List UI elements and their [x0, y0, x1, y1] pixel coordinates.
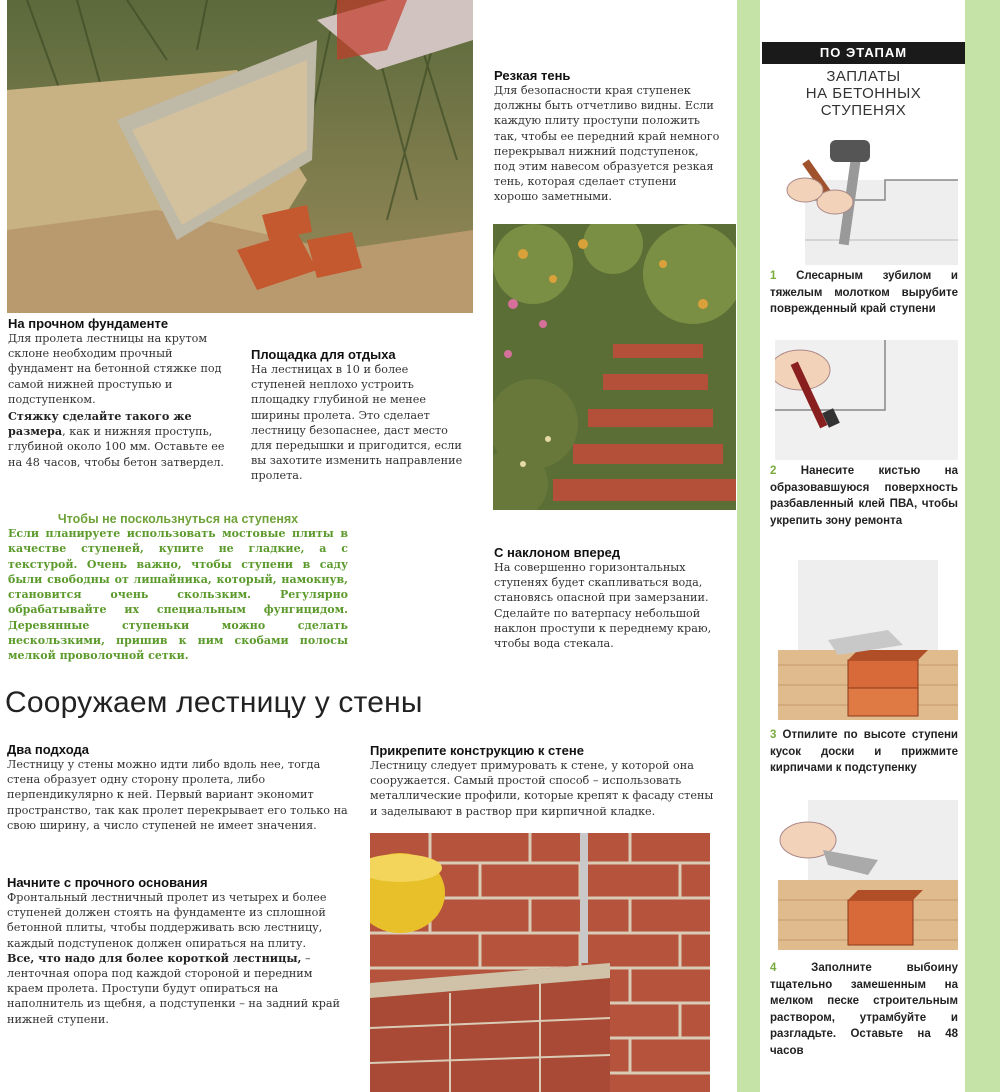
foundation-text: Для пролета лестницы на крутом склоне необходим прочный фундамент на бетонной стяжке под самой нижней проступью и подступенком. [8, 332, 222, 406]
start-base-bold: Все, что надо для более короткой лестницы, [7, 950, 302, 965]
step-4 [770, 960, 958, 1059]
rest-heading: Площадка для отдыха [251, 347, 396, 362]
shadow-heading: Резкая тень [494, 68, 571, 83]
step-1 [770, 268, 958, 318]
subtitle-line-2: НА БЕТОННЫХ [805, 85, 922, 102]
step-3-number: 3 [770, 729, 777, 741]
sidebar-badge: ПО ЭТАПАМ [762, 42, 965, 64]
step-4-number: 4 [770, 962, 777, 974]
tip-text: Если планируете использовать мостовые плиты в качестве ступеней, купите не гладкие, а с текстурой. Очень важно, чтобы ступени в саду были свободны от лишайника, который, намокнув, становится очень скользким. Регулярно обрабатывайте их специальным фунгицидом. Деревянные ступеньки можно сделать нескользкими, пришив к ним скобами полосы мелкой проволочной сетки. [8, 527, 348, 663]
brick-wall-photo [370, 833, 710, 1092]
section-title: Сооружаем лестницу у стены [5, 686, 423, 719]
step-4-text: Заполните выбоину тщательно замешенным на мелком песке строительным раствором, утрамбуйте и разгладьте. Оставьте на 48 часов [770, 962, 958, 1057]
garden-steps-photo [493, 224, 736, 510]
step-3-illustration [778, 560, 958, 720]
slope-heading: С наклоном вперед [494, 545, 621, 560]
trowel-mortar-photo [7, 0, 473, 313]
slope-text: На совершенно горизонтальных ступенях будет скапливаться вода, становясь опасной при замерзании. Сделайте по ватерпасу небольшой наклон проступи к переднему краю, чтобы вода стекала. [494, 561, 712, 651]
rest-text: На лестницах в 10 и более ступеней неплохо устроить площадку глубиной не менее ширины пролета. Это сделает лестницу безопаснее, даст место для передышки и пригодится, если вы захотите изменить направление пролета. [251, 363, 463, 483]
step-1-illustration [775, 140, 958, 265]
attach-text: Лестницу следует примуровать к стене, у которой она сооружается. Самый простой способ – использовать металлические профили, которые крепят к фасаду стены и заделывают в раствор при кирпичной кладке. [370, 759, 714, 818]
subtitle-line-3: СТУПЕНЯХ [820, 102, 907, 119]
step-2 [770, 463, 958, 529]
sidebar-subtitle [762, 68, 965, 119]
subtitle-line-1: ЗАПЛАТЫ [826, 68, 901, 85]
step-1-number: 1 [770, 270, 777, 282]
step-4-illustration [778, 800, 958, 950]
attach-heading: Прикрепите конструкцию к стене [370, 743, 584, 758]
step-1-text: Слесарным зубилом и тяжелым молотком вырубите поврежденный край ступени [770, 270, 958, 315]
step-3-text: Отпилите по высоте ступени кусок доски и прижмите кирпичами к подступенку [770, 729, 958, 774]
start-base-heading: Начните с прочного основания [7, 875, 208, 890]
start-base-text-2: – ленточная опора под каждой стороной и передним краем пролета. Проступи будут опираться на наполнитель из щебня, а подступенки – на задний край нижней ступени. [7, 951, 340, 1026]
step-2-illustration [775, 330, 958, 460]
foundation-heading: На прочном фундаменте [8, 316, 169, 331]
foundation-text-2: , как и нижняя проступь, глубиной около 100 мм. Оставьте ее на 48 часов, чтобы бетон затвердел. [8, 425, 225, 469]
start-base-text: Фронтальный лестничный пролет из четырех и более ступеней должен стоять на фундаменте из сплошной бетонной плиты, чтобы поддерживать всю лестницу, каждый подступенок должен опираться на плиту. [7, 891, 327, 950]
shadow-text: Для безопасности края ступенек должны быть отчетливо видны. Если каждую плиту проступи положить так, чтобы ее передний край немного перекрывал нижний подступенок, под этим навесом образуется резкая тень, которая сделает ступени хорошо заметными. [494, 84, 720, 204]
two-approaches-heading: Два подхода [7, 742, 89, 757]
foundation-bold-text: Стяжку сделайте такого же размера [8, 409, 192, 439]
step-2-text: Нанесите кистью на образовавшуюся поверхность разбавленный клей ПВА, чтобы укрепить зону ремонта [770, 465, 958, 527]
tip-heading: Чтобы не поскользнуться на ступенях [57, 512, 299, 526]
step-2-number: 2 [770, 465, 777, 477]
step-3 [770, 727, 958, 777]
two-approaches-text: Лестницу у стены можно идти либо вдоль нее, тогда стена образует одну сторону пролета, либо перпендикулярно к ней. Первый вариант экономит пространство, так как пролет перекрывает его только на свою ширину, а число ступеней не имеет значения. [7, 758, 348, 832]
